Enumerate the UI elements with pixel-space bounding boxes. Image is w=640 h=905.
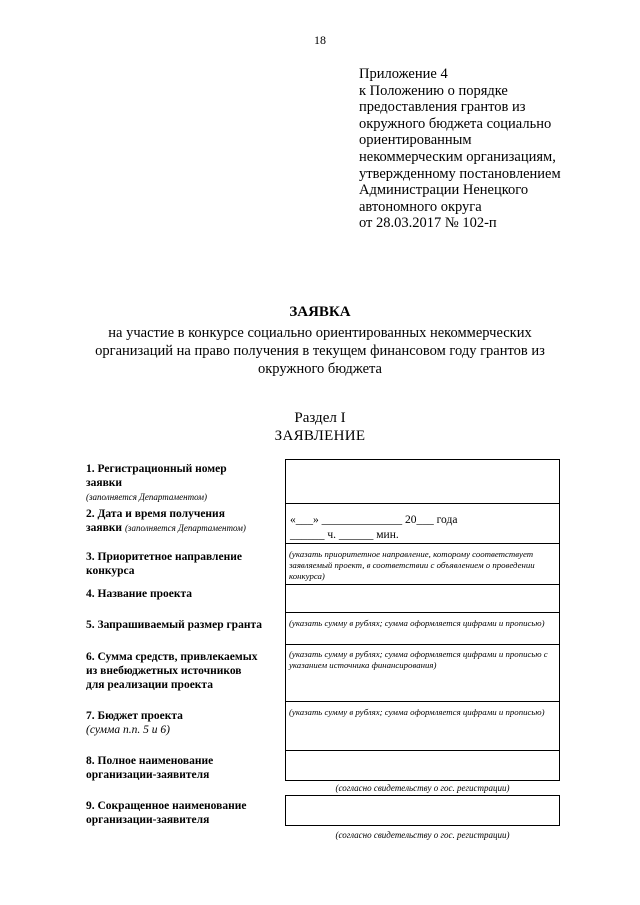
field-8-under-note: (согласно свидетельству о гос. регистрации) [335, 783, 510, 793]
field-7-hint: (указать сумму в рублях; сумма оформляется цифрами и прописью) [289, 707, 545, 717]
appendix-line: к Положению о порядке [359, 82, 508, 99]
field-6-label-line: 6. Сумма средств, привлекаемых [86, 651, 258, 663]
field-7-label-line: 7. Бюджет проекта [86, 710, 183, 722]
field-2-note: (заполняется Департаментом) [124, 523, 246, 533]
field-8-label [86, 754, 284, 782]
field-5-label: 5. Запрашиваемый размер гранта [86, 619, 262, 631]
field-2-label-line: заявки [86, 522, 123, 534]
section-label: Раздел I [294, 410, 346, 426]
appendix-line: утвержденному постановлением [359, 165, 561, 182]
field-6-hint: (указать сумму в рублях; сумма оформляется цифрами и прописью с указанием источника финансирования) [289, 649, 548, 670]
field-3-label-line: конкурса [86, 565, 135, 577]
field-9-input-box[interactable] [285, 795, 560, 826]
appendix-line: предоставления грантов из [359, 99, 526, 116]
page-number: 18 [314, 33, 326, 47]
field-9-label-line: 9. Сокращенное наименование [86, 800, 247, 812]
field-6-label-line: для реализации проекта [86, 679, 213, 691]
section-title: ЗАЯВЛЕНИЕ [274, 428, 366, 444]
field-1-label [86, 462, 284, 504]
date-fill-line: «___» ______________ 20___ года [290, 514, 458, 526]
field-6-label [86, 650, 284, 692]
field-3-label-line: 3. Приоритетное направление [86, 551, 242, 563]
time-fill-line: ______ ч. ______ мин. [290, 529, 399, 541]
field-4-input-box[interactable] [285, 584, 560, 613]
subtitle-line: организаций на право получения в текущем финансовом году грантов из [95, 343, 545, 359]
appendix-line: Приложение 4 [359, 66, 448, 82]
field-1-input-box[interactable] [285, 459, 560, 504]
field-9-label [86, 799, 284, 827]
appendix-line: ориентированным [359, 132, 472, 149]
field-8-label-line: организации-заявителя [86, 769, 210, 781]
field-1-label-line: заявки [86, 477, 123, 489]
appendix-line: автономного округа [359, 198, 482, 215]
field-3-hint: (указать приоритетное направление, которому соответствует заявляемый проект, в соответствии с объявлением о проведении конкурса) [289, 549, 535, 581]
appendix-line: Администрации Ненецкого [359, 182, 529, 199]
appendix-line: некоммерческим организациям, [359, 148, 556, 165]
field-8-label-line: 8. Полное наименование [86, 755, 214, 767]
field-9-label-line: организации-заявителя [86, 814, 210, 826]
field-1-label-line: 1. Регистрационный номер [86, 463, 227, 475]
appendix-line: от 28.03.2017 № 102-п [359, 215, 497, 232]
field-9-under-note: (согласно свидетельству о гос. регистрации) [335, 830, 510, 840]
field-1-note: (заполняется Департаментом) [86, 492, 207, 502]
document-subtitle [0, 324, 640, 378]
field-2-label [86, 507, 284, 535]
field-4-label: 4. Название проекта [86, 588, 193, 600]
document-title: ЗАЯВКА [289, 304, 351, 320]
appendix-line: окружного бюджета социально [359, 115, 552, 132]
subtitle-line: окружного бюджета [258, 361, 382, 377]
field-7-label [86, 709, 284, 737]
field-3-label [86, 550, 284, 578]
subtitle-line: на участие в конкурсе социально ориентированных некоммерческих [108, 325, 532, 341]
field-2-label-line: 2. Дата и время получения [86, 508, 225, 520]
field-5-hint: (указать сумму в рублях; сумма оформляется цифрами и прописью) [289, 618, 545, 628]
field-6-label-line: из внебюджетных источников [86, 665, 242, 677]
field-8-input-box[interactable] [285, 750, 560, 781]
appendix-block [359, 66, 609, 232]
field-7-note: (сумма п.п. 5 и 6) [86, 724, 170, 736]
